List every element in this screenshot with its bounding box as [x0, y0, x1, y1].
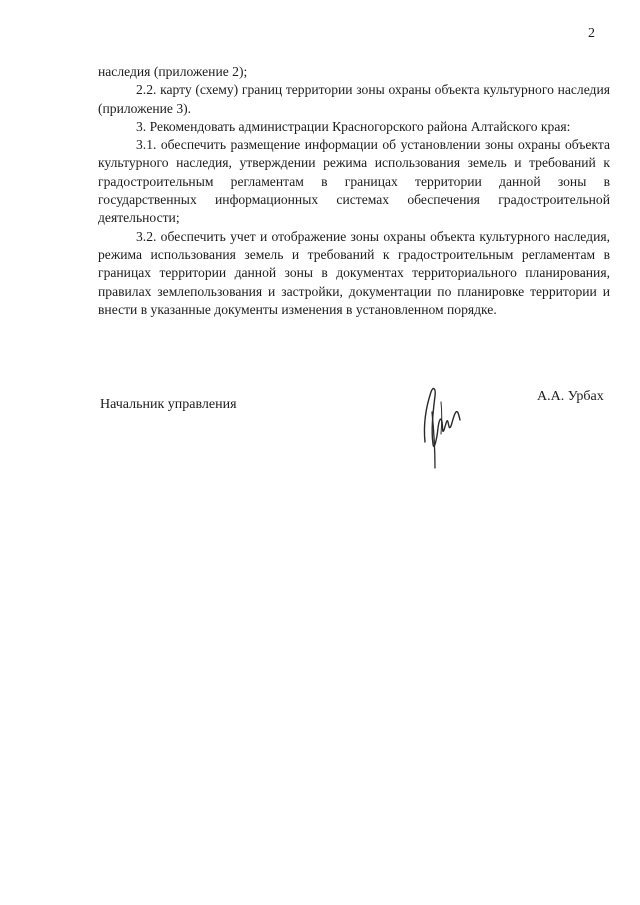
- handwritten-signature: [411, 382, 471, 472]
- paragraph-3-1: 3.1. обеспечить размещение информации об установлении зоны охраны объекта культурного наследия, утверждении режима использования земель и требований к градостроительным регламентам в границах территории данной зоны в государственных информационных системах обеспечения градостроительной деятельности;: [98, 137, 610, 226]
- document-body: [98, 63, 610, 319]
- signature-drawing: [411, 382, 471, 472]
- signer-position-title: Начальник управления: [100, 397, 237, 412]
- paragraph-continuation: наследия (приложение 2);: [98, 64, 248, 79]
- paragraph-2-2: 2.2. карту (схему) границ территории зоны охраны объекта культурного наследия (приложение 3).: [98, 82, 610, 116]
- page-number: 2: [588, 26, 595, 41]
- signer-name: А.А. Урбах: [537, 389, 604, 404]
- paragraph-3-2: 3.2. обеспечить учет и отображение зоны охраны объекта культурного наследия, режима использования земель и требований к градостроительным регламентам в границах территории данной зоны в документах территориального планирования, правилах землепользования и застройки, документации по планировке территории и внести в указанные документы изменения в установленном порядке.: [98, 228, 610, 317]
- paragraph-3: 3. Рекомендовать администрации Красногорского района Алтайского края:: [136, 118, 571, 134]
